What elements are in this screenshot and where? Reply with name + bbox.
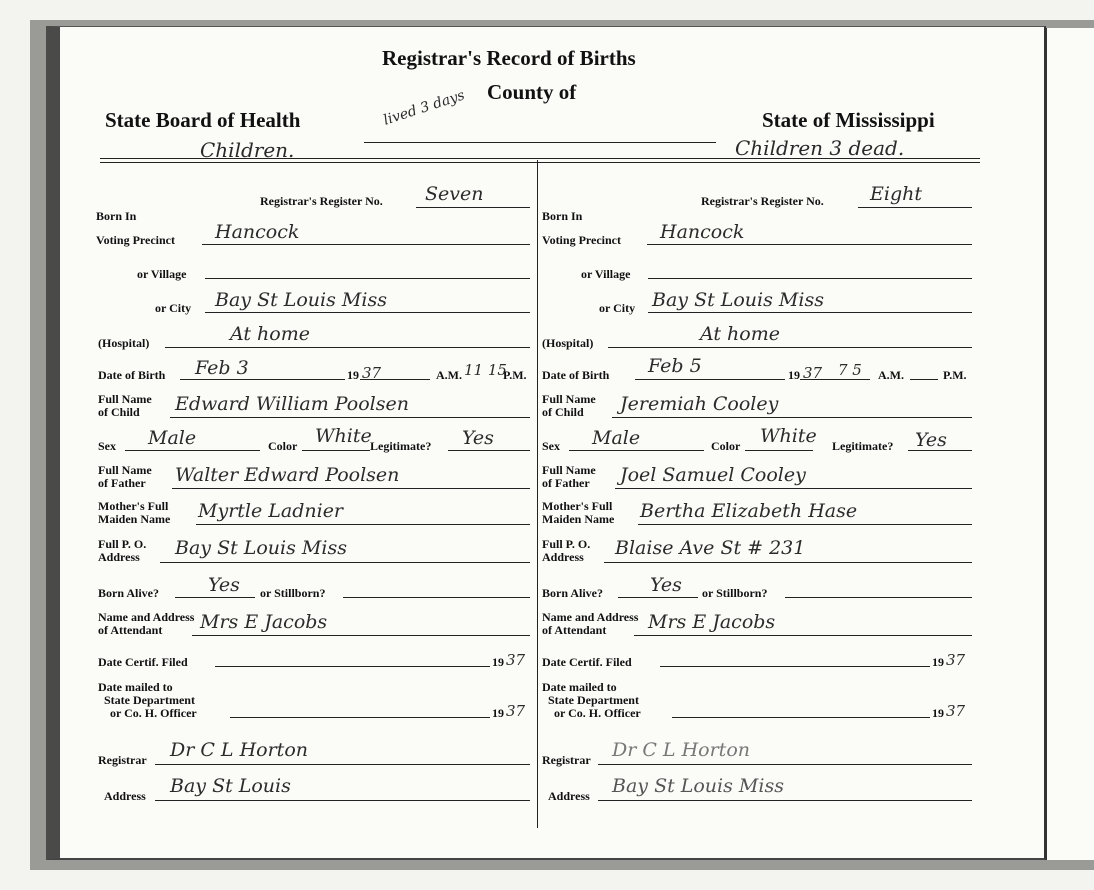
of-child-label: of Child <box>98 405 140 419</box>
sex-value: Male <box>148 427 197 449</box>
year-prefix-label: 19 <box>347 368 359 382</box>
po-address-rule <box>160 562 530 563</box>
am-label: A.M. <box>436 368 462 382</box>
village-rule <box>205 278 530 279</box>
mothers-full-label: Mother's Full <box>98 499 169 513</box>
of-child-label: of Child <box>542 405 584 419</box>
maiden-name-label: Maiden Name <box>98 512 171 526</box>
year-rule <box>360 379 430 380</box>
sex-label: Sex <box>98 439 116 453</box>
registrar-label: Registrar <box>542 753 591 767</box>
hospital-label: (Hospital) <box>542 336 594 350</box>
hospital-value: At home <box>230 323 310 345</box>
registrar-rule <box>155 764 530 765</box>
birth-year-value: 37 <box>362 364 382 382</box>
registrar-address-rule <box>598 800 972 801</box>
birth-time-value: 11 15 <box>464 361 507 379</box>
po-address-rule <box>604 562 972 563</box>
co-h-officer-label: or Co. H. Officer <box>554 706 641 720</box>
po-address-label: Address <box>98 550 140 564</box>
mother-name-rule <box>196 524 530 525</box>
birth-time-value: 7 5 <box>838 361 862 379</box>
born-alive-value: Yes <box>208 574 240 596</box>
full-po-label: Full P. O. <box>542 537 591 551</box>
registrar-label: Registrar <box>98 753 147 767</box>
color-label: Color <box>268 439 298 453</box>
am-label: A.M. <box>878 368 904 382</box>
date-of-birth-label: Date of Birth <box>98 368 166 382</box>
hospital-rule <box>165 347 530 348</box>
sex-label: Sex <box>542 439 560 453</box>
year-prefix-label: 19 <box>788 368 800 382</box>
full-po-label: Full P. O. <box>98 537 147 551</box>
child-full-name-label: Full Name <box>98 392 152 406</box>
color-rule <box>745 450 813 451</box>
color-label: Color <box>711 439 741 453</box>
sex-rule <box>569 450 704 451</box>
born-alive-label: Born Alive? <box>98 586 160 600</box>
father-name-value: Walter Edward Poolsen <box>175 464 400 486</box>
state-label: State of Mississippi <box>762 108 935 132</box>
birth-month-day-value: Feb 5 <box>648 355 702 377</box>
pm-label: P.M. <box>503 368 527 382</box>
date-certif-filed-label: Date Certif. Filed <box>98 655 188 669</box>
dob-rule <box>180 379 345 380</box>
registrar-address-label: Address <box>104 789 146 803</box>
register-no-rule <box>416 207 530 208</box>
color-rule <box>302 450 370 451</box>
sex-rule <box>125 450 260 451</box>
header-rule-bottom <box>100 162 980 163</box>
header-rule-top <box>100 158 980 159</box>
stillborn-rule <box>785 597 972 598</box>
born-in-label: Born In <box>96 209 137 223</box>
voting-precinct-value: Hancock <box>215 221 300 243</box>
attendant-value: Mrs E Jacobs <box>200 611 328 633</box>
mothers-full-label: Mother's Full <box>542 499 613 513</box>
hospital-label: (Hospital) <box>98 336 150 350</box>
city-label: or City <box>155 301 192 315</box>
mailed-year-prefix: 19 <box>932 706 944 720</box>
of-attendant-label: of Attendant <box>542 623 607 637</box>
child-name-value: Jeremiah Cooley <box>620 393 779 415</box>
of-father-label: of Father <box>542 476 590 490</box>
mother-maiden-name-value: Bertha Elizabeth Hase <box>640 500 858 522</box>
father-full-name-label: Full Name <box>542 463 596 477</box>
legitimate-value: Yes <box>462 427 494 449</box>
born-alive-rule <box>618 597 698 598</box>
father-full-name-label: Full Name <box>98 463 152 477</box>
attendant-rule <box>192 635 530 636</box>
attendant-name-label: Name and Address <box>98 610 195 624</box>
born-alive-rule <box>175 597 255 598</box>
sex-value: Male <box>592 427 641 449</box>
city-value: Bay St Louis Miss <box>652 289 824 311</box>
legitimate-label: Legitimate? <box>832 439 894 453</box>
attendant-value: Mrs E Jacobs <box>648 611 776 633</box>
father-name-value: Joel Samuel Cooley <box>620 464 806 486</box>
state-department-label: State Department <box>104 693 195 707</box>
stillborn-label: or Stillborn? <box>260 586 326 600</box>
color-value: White <box>315 425 372 447</box>
po-address-value: Blaise Ave St # 231 <box>615 537 806 559</box>
voting-precinct-value: Hancock <box>660 221 745 243</box>
hospital-value: At home <box>700 323 780 345</box>
of-father-label: of Father <box>98 476 146 490</box>
birth-month-day-value: Feb 3 <box>195 357 249 379</box>
child-name-value: Edward William Poolsen <box>175 393 409 415</box>
dob-rule <box>635 379 785 380</box>
mailed-year-value: 37 <box>946 702 966 720</box>
register-no-rule <box>858 207 972 208</box>
date-certif-filed-label: Date Certif. Filed <box>542 655 632 669</box>
mailed-year-value: 37 <box>506 702 526 720</box>
left-heading: Children. <box>200 138 295 162</box>
voting-precinct-label: Voting Precinct <box>96 233 175 247</box>
voting-precinct-label: Voting Precinct <box>542 233 621 247</box>
pm-label: P.M. <box>943 368 967 382</box>
registrar-address-rule <box>155 800 530 801</box>
certif-year-value: 37 <box>946 651 966 669</box>
stillborn-label: or Stillborn? <box>702 586 768 600</box>
am-rule <box>910 379 938 380</box>
state-department-label: State Department <box>548 693 639 707</box>
city-label: or City <box>599 301 636 315</box>
certif-rule <box>215 666 490 667</box>
village-label: or Village <box>581 267 631 281</box>
date-mailed-label: Date mailed to <box>542 680 617 694</box>
father-name-rule <box>172 488 530 489</box>
legitimate-label: Legitimate? <box>370 439 432 453</box>
born-alive-value: Yes <box>650 574 682 596</box>
child-name-rule <box>170 417 530 418</box>
registrar-address-value: Bay St Louis <box>170 775 291 797</box>
color-value: White <box>760 425 817 447</box>
register-no-value: Seven <box>425 183 484 205</box>
attendant-name-label: Name and Address <box>542 610 639 624</box>
registrar-value: Dr C L Horton <box>170 739 308 761</box>
mailed-rule <box>672 717 930 718</box>
maiden-name-label: Maiden Name <box>542 512 615 526</box>
legitimate-value: Yes <box>915 429 947 451</box>
register-no-value: Eight <box>870 183 922 205</box>
voting-precinct-rule <box>647 244 972 245</box>
registrar-address-value: Bay St Louis Miss <box>612 775 784 797</box>
hand-note-lived: lived 3 days <box>381 87 467 129</box>
hospital-rule <box>608 347 972 348</box>
date-mailed-label: Date mailed to <box>98 680 173 694</box>
certif-year-value: 37 <box>506 651 526 669</box>
mother-name-rule <box>638 524 972 525</box>
register-no-label: Registrar's Register No. <box>701 194 824 208</box>
registrar-value: Dr C L Horton <box>612 739 750 761</box>
village-rule <box>648 278 972 279</box>
city-value: Bay St Louis Miss <box>215 289 387 311</box>
father-name-rule <box>615 488 972 489</box>
po-address-label: Address <box>542 550 584 564</box>
child-full-name-label: Full Name <box>542 392 596 406</box>
child-name-rule <box>612 417 972 418</box>
birth-year-value: 37 <box>803 364 823 382</box>
county-rule <box>364 142 716 143</box>
co-h-officer-label: or Co. H. Officer <box>110 706 197 720</box>
mailed-rule <box>230 717 490 718</box>
right-heading: Children 3 dead. <box>735 136 905 160</box>
mother-maiden-name-value: Myrtle Ladnier <box>198 500 344 522</box>
stillborn-rule <box>343 597 530 598</box>
city-rule <box>648 312 972 313</box>
county-label: County of <box>487 80 577 104</box>
village-label: or Village <box>137 267 187 281</box>
city-rule <box>205 312 530 313</box>
legitimate-rule <box>448 450 530 451</box>
voting-precinct-rule <box>202 244 530 245</box>
mailed-year-prefix: 19 <box>492 706 504 720</box>
date-of-birth-label: Date of Birth <box>542 368 610 382</box>
record-title: Registrar's Record of Births <box>382 46 636 70</box>
born-in-label: Born In <box>542 209 583 223</box>
of-attendant-label: of Attendant <box>98 623 163 637</box>
facing-page-edge <box>1046 28 1094 860</box>
board-label: State Board of Health <box>105 108 301 132</box>
registrar-address-label: Address <box>548 789 590 803</box>
certif-year-prefix: 19 <box>492 655 504 669</box>
attendant-rule <box>634 635 972 636</box>
column-divider <box>537 160 538 828</box>
register-no-label: Registrar's Register No. <box>260 194 383 208</box>
po-address-value: Bay St Louis Miss <box>175 537 347 559</box>
certif-rule <box>660 666 930 667</box>
born-alive-label: Born Alive? <box>542 586 604 600</box>
certif-year-prefix: 19 <box>932 655 944 669</box>
registrar-rule <box>598 764 972 765</box>
